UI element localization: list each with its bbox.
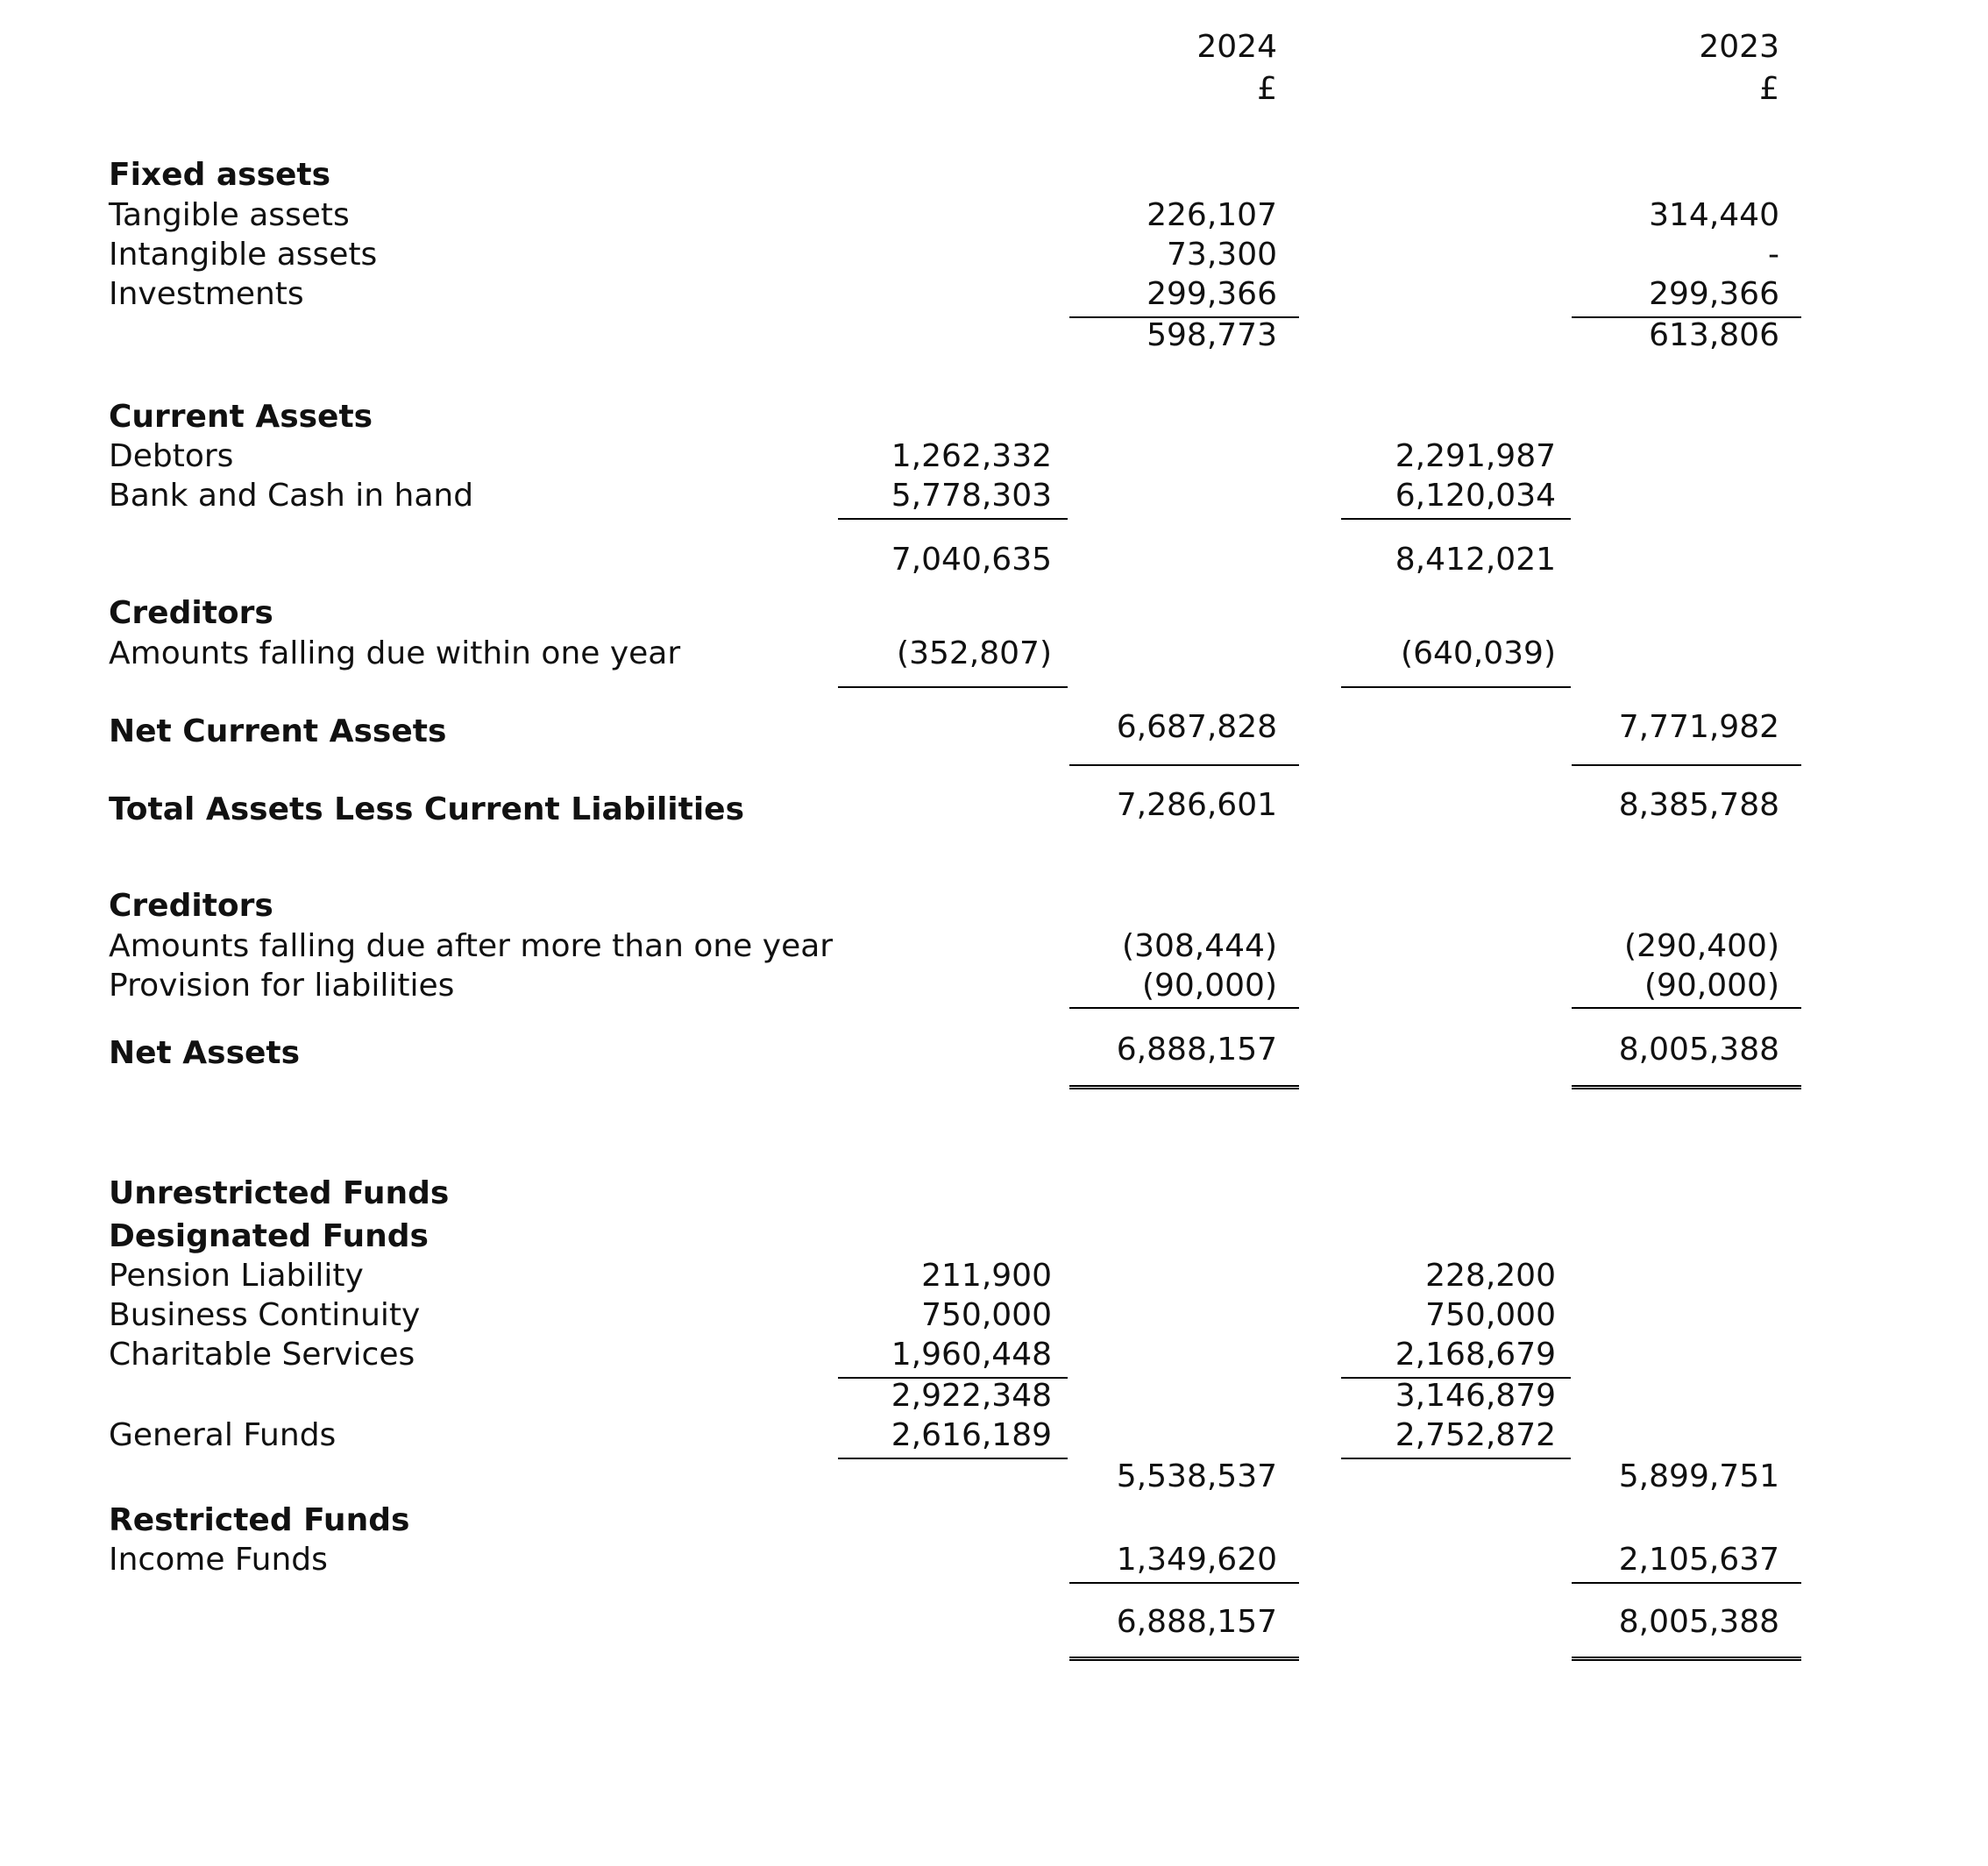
value-cell: 8,385,788 xyxy=(1618,787,1779,823)
subtotal-rule xyxy=(1069,1007,1299,1009)
value-cell: 226,107 xyxy=(1147,197,1277,233)
year-current-header: 2024 xyxy=(1196,29,1277,65)
row-label: Debtors xyxy=(109,438,234,474)
value-cell: 2,168,679 xyxy=(1395,1337,1556,1373)
value-cell: 750,000 xyxy=(921,1297,1052,1333)
total-double-rule xyxy=(1572,1657,1801,1661)
value-cell: (308,444) xyxy=(1122,928,1277,964)
currency-current-header: £ xyxy=(1257,71,1277,107)
value-cell: 299,366 xyxy=(1649,276,1779,312)
net-assets-current: 6,888,157 xyxy=(1116,1032,1277,1068)
value-cell: - xyxy=(1768,237,1779,273)
row-label: Bank and Cash in hand xyxy=(109,478,474,514)
value-cell: 7,771,982 xyxy=(1618,709,1779,745)
row-label: Charitable Services xyxy=(109,1337,415,1373)
value-cell: (290,400) xyxy=(1624,928,1779,964)
subtotal-rule xyxy=(838,518,1068,520)
value-cell: 5,778,303 xyxy=(891,478,1052,514)
income-funds-label: Income Funds xyxy=(109,1542,328,1578)
subtotal-rule xyxy=(1572,764,1801,766)
subtotal-rule xyxy=(1572,1582,1801,1584)
restricted-funds-heading: Restricted Funds xyxy=(109,1502,410,1538)
row-label: Amounts falling due within one year xyxy=(109,635,681,671)
value-cell: 2,105,637 xyxy=(1618,1542,1779,1578)
value-cell: (90,000) xyxy=(1141,968,1277,1004)
value-cell: 228,200 xyxy=(1425,1258,1556,1294)
net-assets-prior: 8,005,388 xyxy=(1618,1032,1779,1068)
value-cell: 2,752,872 xyxy=(1395,1417,1556,1453)
designated-total-current: 2,922,348 xyxy=(891,1378,1052,1414)
year-prior-header: 2023 xyxy=(1699,29,1779,65)
creditors-heading: Creditors xyxy=(109,595,273,631)
subtotal-rule xyxy=(1069,764,1299,766)
subtotal-rule xyxy=(1341,686,1571,688)
row-label: Tangible assets xyxy=(109,197,350,233)
designated-funds-heading: Designated Funds xyxy=(109,1218,429,1254)
fixed-assets-heading: Fixed assets xyxy=(109,157,331,193)
value-cell: 299,366 xyxy=(1147,276,1277,312)
current-assets-total-current: 7,040,635 xyxy=(891,542,1052,578)
value-cell: 73,300 xyxy=(1167,237,1277,273)
unrestricted-funds-heading: Unrestricted Funds xyxy=(109,1175,450,1211)
subtotal-rule xyxy=(1341,518,1571,520)
general-funds-label: General Funds xyxy=(109,1417,337,1453)
subtotal-rule xyxy=(838,686,1068,688)
fixed-assets-total-prior: 613,806 xyxy=(1649,317,1779,353)
current-assets-total-prior: 8,412,021 xyxy=(1395,542,1556,578)
row-label: Provision for liabilities xyxy=(109,968,455,1004)
row-label: Pension Liability xyxy=(109,1258,364,1294)
total-double-rule xyxy=(1572,1085,1801,1089)
value-cell: 6,120,034 xyxy=(1395,478,1556,514)
creditors-long-heading: Creditors xyxy=(109,888,273,924)
value-cell: 1,349,620 xyxy=(1116,1542,1277,1578)
value-cell: 1,960,448 xyxy=(891,1337,1052,1373)
value-cell: 6,687,828 xyxy=(1116,709,1277,745)
row-label: Business Continuity xyxy=(109,1297,421,1333)
funds-total-prior: 8,005,388 xyxy=(1618,1604,1779,1640)
row-label: Intangible assets xyxy=(109,237,378,273)
row-label: Investments xyxy=(109,276,304,312)
value-cell: 750,000 xyxy=(1425,1297,1556,1333)
value-cell: 314,440 xyxy=(1649,197,1779,233)
current-assets-heading: Current Assets xyxy=(109,399,373,435)
total-double-rule xyxy=(1069,1085,1299,1089)
value-cell: 211,900 xyxy=(921,1258,1052,1294)
value-cell: 1,262,332 xyxy=(891,438,1052,474)
value-cell: 7,286,601 xyxy=(1116,787,1277,823)
unrestricted-total-current: 5,538,537 xyxy=(1116,1458,1277,1494)
row-label: Amounts falling due after more than one year xyxy=(109,928,834,964)
designated-total-prior: 3,146,879 xyxy=(1395,1378,1556,1414)
value-cell: (90,000) xyxy=(1644,968,1779,1004)
value-cell: (352,807) xyxy=(897,635,1052,671)
total-assets-less-cl-label: Total Assets Less Current Liabilities xyxy=(109,791,745,827)
net-current-assets-label: Net Current Assets xyxy=(109,713,447,749)
value-cell: 2,616,189 xyxy=(891,1417,1052,1453)
subtotal-rule xyxy=(1572,1007,1801,1009)
total-double-rule xyxy=(1069,1657,1299,1661)
fixed-assets-total-current: 598,773 xyxy=(1147,317,1277,353)
unrestricted-total-prior: 5,899,751 xyxy=(1618,1458,1779,1494)
funds-total-current: 6,888,157 xyxy=(1116,1604,1277,1640)
value-cell: 2,291,987 xyxy=(1395,438,1556,474)
value-cell: (640,039) xyxy=(1401,635,1556,671)
subtotal-rule xyxy=(1069,1582,1299,1584)
currency-prior-header: £ xyxy=(1759,71,1779,107)
net-assets-label: Net Assets xyxy=(109,1035,301,1071)
